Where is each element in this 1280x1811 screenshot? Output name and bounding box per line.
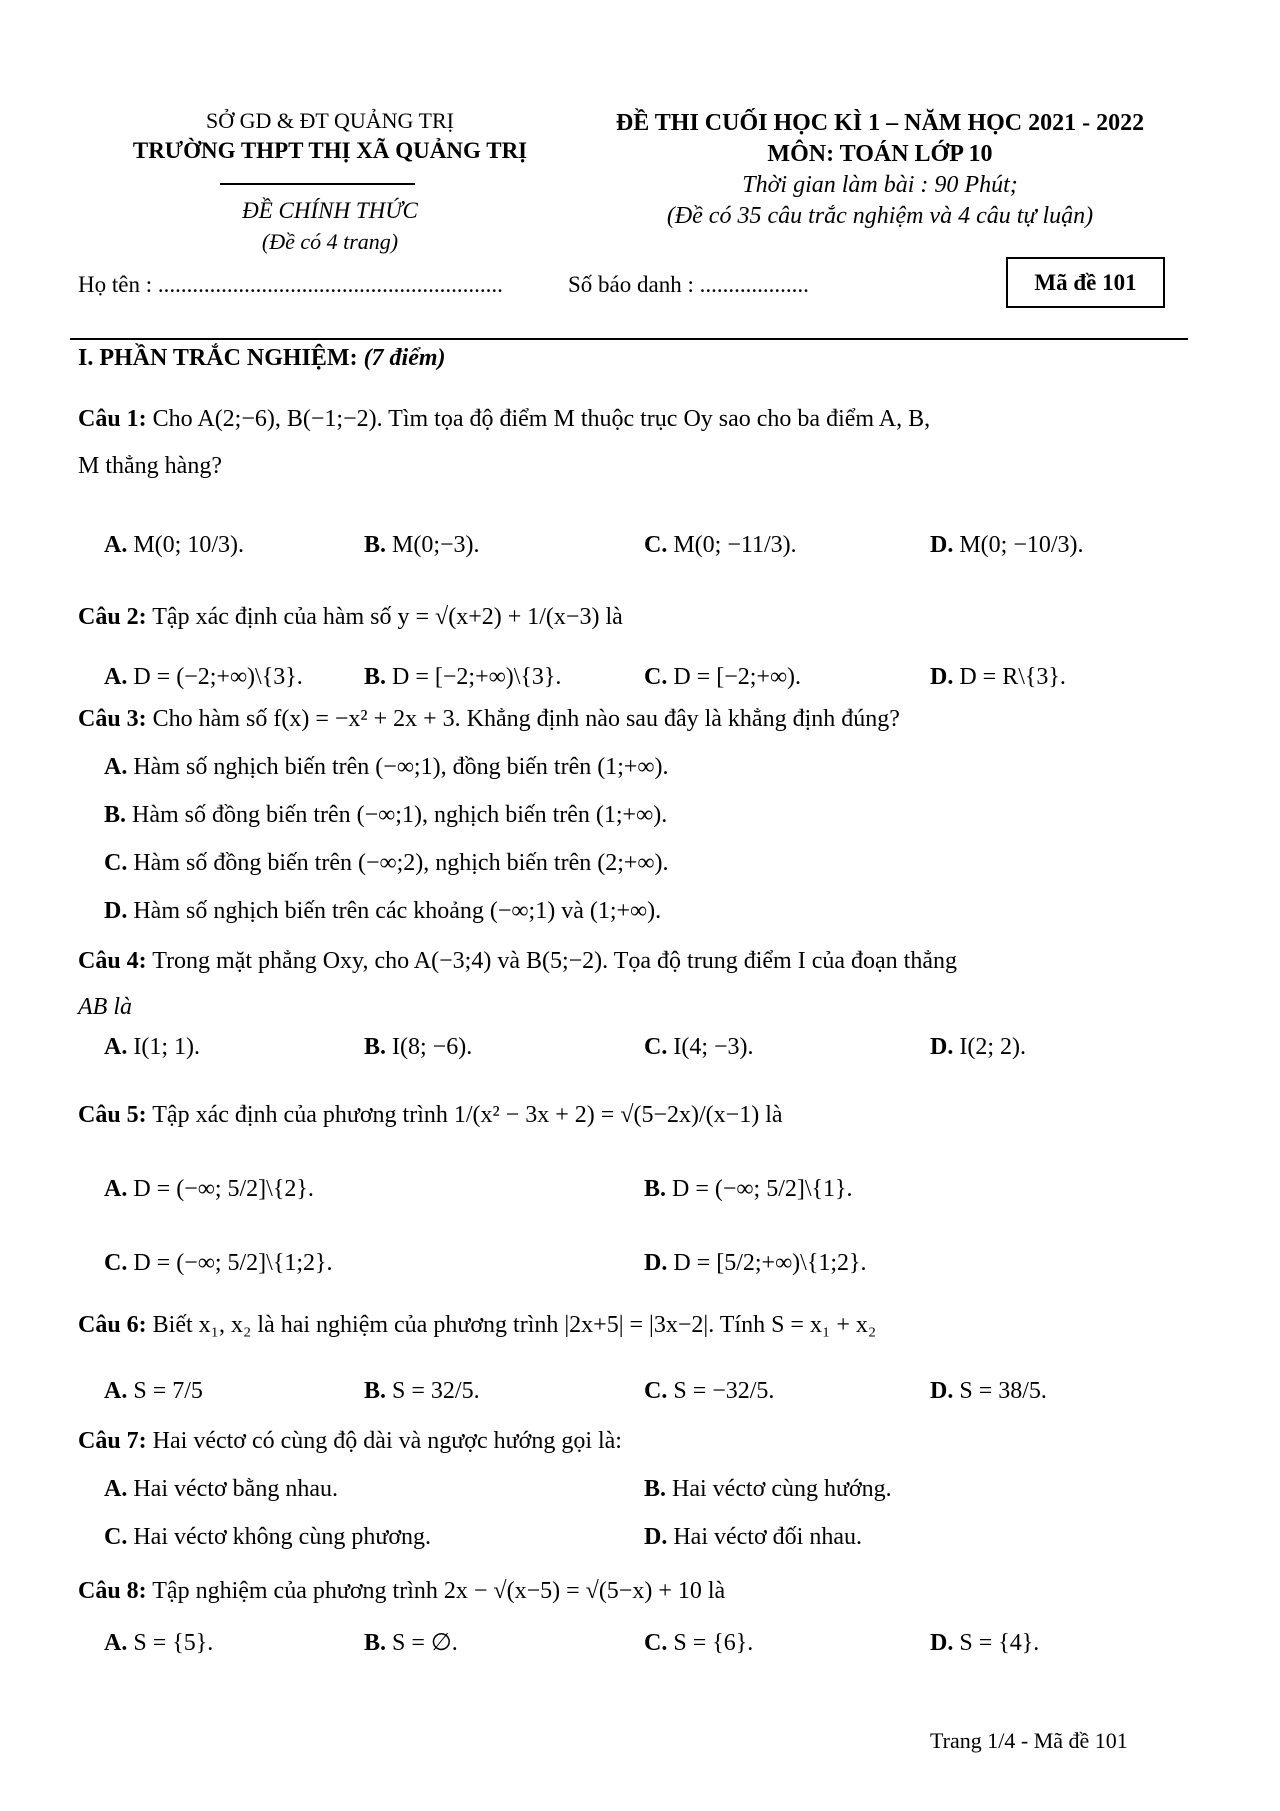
question-2	[78, 604, 623, 632]
option-c[interactable]: C. D = [−2;+∞).	[644, 664, 802, 690]
option-c[interactable]: C. M(0; −11/3).	[644, 532, 797, 558]
candidate-number-field: Số báo danh : ...................	[568, 272, 809, 297]
option-c[interactable]: C. S = {6}.	[644, 1630, 754, 1656]
option-a[interactable]: A. S = {5}.	[104, 1630, 214, 1656]
option-c[interactable]: C. Hai véctơ không cùng phương.	[104, 1524, 432, 1550]
option-b[interactable]: B. D = [−2;+∞)\{3}.	[364, 664, 562, 690]
option-c[interactable]: C. I(4; −3).	[644, 1034, 754, 1060]
question-5	[78, 1102, 783, 1130]
question-label: Câu 4:	[78, 948, 147, 974]
question-text-cont: M thẳng hàng?	[78, 453, 222, 479]
option-a[interactable]: A. Hàm số nghịch biến trên (−∞;1), đồng biến trên (1;+∞).	[104, 754, 669, 780]
option-b[interactable]: B. I(8; −6).	[364, 1034, 473, 1060]
question-text: Trong mặt phẳng Oxy, cho A(−3;4) và B(5;−2). Tọa độ trung điểm I của đoạn thẳng	[152, 948, 957, 974]
option-d[interactable]: D. Hai véctơ đối nhau.	[644, 1524, 862, 1550]
question-6	[78, 1312, 876, 1340]
section-points: (7 điểm)	[363, 345, 446, 371]
option-a[interactable]: A. Hai véctơ bằng nhau.	[104, 1476, 338, 1502]
question-label: Câu 3:	[78, 706, 147, 732]
pages-note: (Đề có 4 trang)	[261, 229, 399, 254]
question-1	[78, 406, 930, 434]
option-c[interactable]: C. Hàm số đồng biến trên (−∞;2), nghịch biến trên (2;+∞).	[104, 850, 669, 876]
question-label: Câu 6:	[78, 1312, 147, 1338]
question-text: Tập xác định của phương trình 1/(x² − 3x + 2) = √(5−2x)/(x−1) là	[152, 1102, 783, 1128]
question-4-line2	[78, 994, 132, 1022]
question-text: Biết x₁, x₂ là hai nghiệm của phương trình |2x+5| = |3x−2|. Tính S = x₁ + x₂	[152, 1312, 877, 1338]
option-a[interactable]: A. S = 7/5	[104, 1378, 203, 1404]
question-4	[78, 948, 957, 976]
option-b[interactable]: B. Hàm số đồng biến trên (−∞;1), nghịch biến trên (1;+∞).	[104, 802, 668, 828]
option-b[interactable]: B. M(0;−3).	[364, 532, 480, 558]
option-d[interactable]: D. D = R\{3}.	[930, 664, 1066, 690]
option-d[interactable]: D. Hàm số nghịch biến trên các khoảng (−∞;1) và (1;+∞).	[104, 898, 662, 924]
option-d[interactable]: D. D = [5/2;+∞)\{1;2}.	[644, 1250, 867, 1276]
option-c[interactable]: C. D = (−∞; 5/2]\{1;2}.	[104, 1250, 333, 1276]
school-name: TRƯỜNG THPT THỊ XÃ QUẢNG TRỊ	[132, 138, 528, 163]
section-heading	[78, 345, 446, 373]
question-label: Câu 8:	[78, 1578, 147, 1604]
time-note: Thời gian làm bài : 90 Phút;	[742, 172, 1018, 198]
option-b[interactable]: B. S = ∅.	[364, 1630, 458, 1656]
dept-name: SỞ GD & ĐT QUẢNG TRỊ	[206, 108, 454, 133]
question-8	[78, 1578, 725, 1606]
option-d[interactable]: D. M(0; −10/3).	[930, 532, 1084, 558]
composition-note: (Đề có 35 câu trắc nghiệm và 4 câu tự luận)	[666, 203, 1094, 229]
exam-code-box	[1006, 257, 1165, 308]
option-d[interactable]: D. S = 38/5.	[930, 1378, 1047, 1404]
option-a[interactable]: A. D = (−2;+∞)\{3}.	[104, 664, 303, 690]
section-title: I. PHẦN TRẮC NGHIỆM:	[78, 345, 358, 371]
question-3	[78, 706, 900, 734]
question-text: Tập xác định của hàm số y = √(x+2) + 1/(x−3) là	[152, 604, 623, 630]
question-label: Câu 5:	[78, 1102, 147, 1128]
question-text: Tập nghiệm của phương trình 2x − √(x−5) = √(5−x) + 10 là	[152, 1578, 726, 1604]
question-text: Cho A(2;−6), B(−1;−2). Tìm tọa độ điểm M thuộc trục Oy sao cho ba điểm A, B,	[152, 406, 931, 432]
question-1-line2	[78, 453, 222, 481]
option-b[interactable]: B. Hai véctơ cùng hướng.	[644, 1476, 892, 1502]
option-b[interactable]: B. S = 32/5.	[364, 1378, 480, 1404]
option-a[interactable]: A. M(0; 10/3).	[104, 532, 245, 558]
option-d[interactable]: D. I(2; 2).	[930, 1034, 1026, 1060]
subject-title: MÔN: TOÁN LỚP 10	[767, 141, 993, 167]
option-b[interactable]: B. D = (−∞; 5/2]\{1}.	[644, 1176, 853, 1202]
question-7	[78, 1428, 622, 1456]
exam-title: ĐỀ THI CUỐI HỌC KÌ 1 – NĂM HỌC 2021 - 2022	[615, 110, 1145, 136]
candidate-name-field: Họ tên : ............................................................	[78, 272, 503, 297]
question-label: Câu 1:	[78, 406, 147, 432]
question-text-cont: AB là	[78, 994, 132, 1020]
header-divider	[220, 183, 415, 185]
option-d[interactable]: D. S = {4}.	[930, 1630, 1040, 1656]
question-text: Hai véctơ có cùng độ dài và ngược hướng gọi là:	[152, 1428, 622, 1454]
option-a[interactable]: A. I(1; 1).	[104, 1034, 200, 1060]
page-footer: Trang 1/4 - Mã đề 101	[930, 1728, 1128, 1753]
question-text: Cho hàm số f(x) = −x² + 2x + 3. Khẳng định nào sau đây là khẳng định đúng?	[152, 706, 900, 732]
option-c[interactable]: C. S = −32/5.	[644, 1378, 775, 1404]
option-a[interactable]: A. D = (−∞; 5/2]\{2}.	[104, 1176, 314, 1202]
exam-code: Mã đề 101	[1034, 269, 1137, 295]
question-label: Câu 2:	[78, 604, 147, 630]
section-divider	[70, 338, 1188, 340]
question-label: Câu 7:	[78, 1428, 147, 1454]
official-label: ĐỀ CHÍNH THỨC	[242, 198, 418, 223]
